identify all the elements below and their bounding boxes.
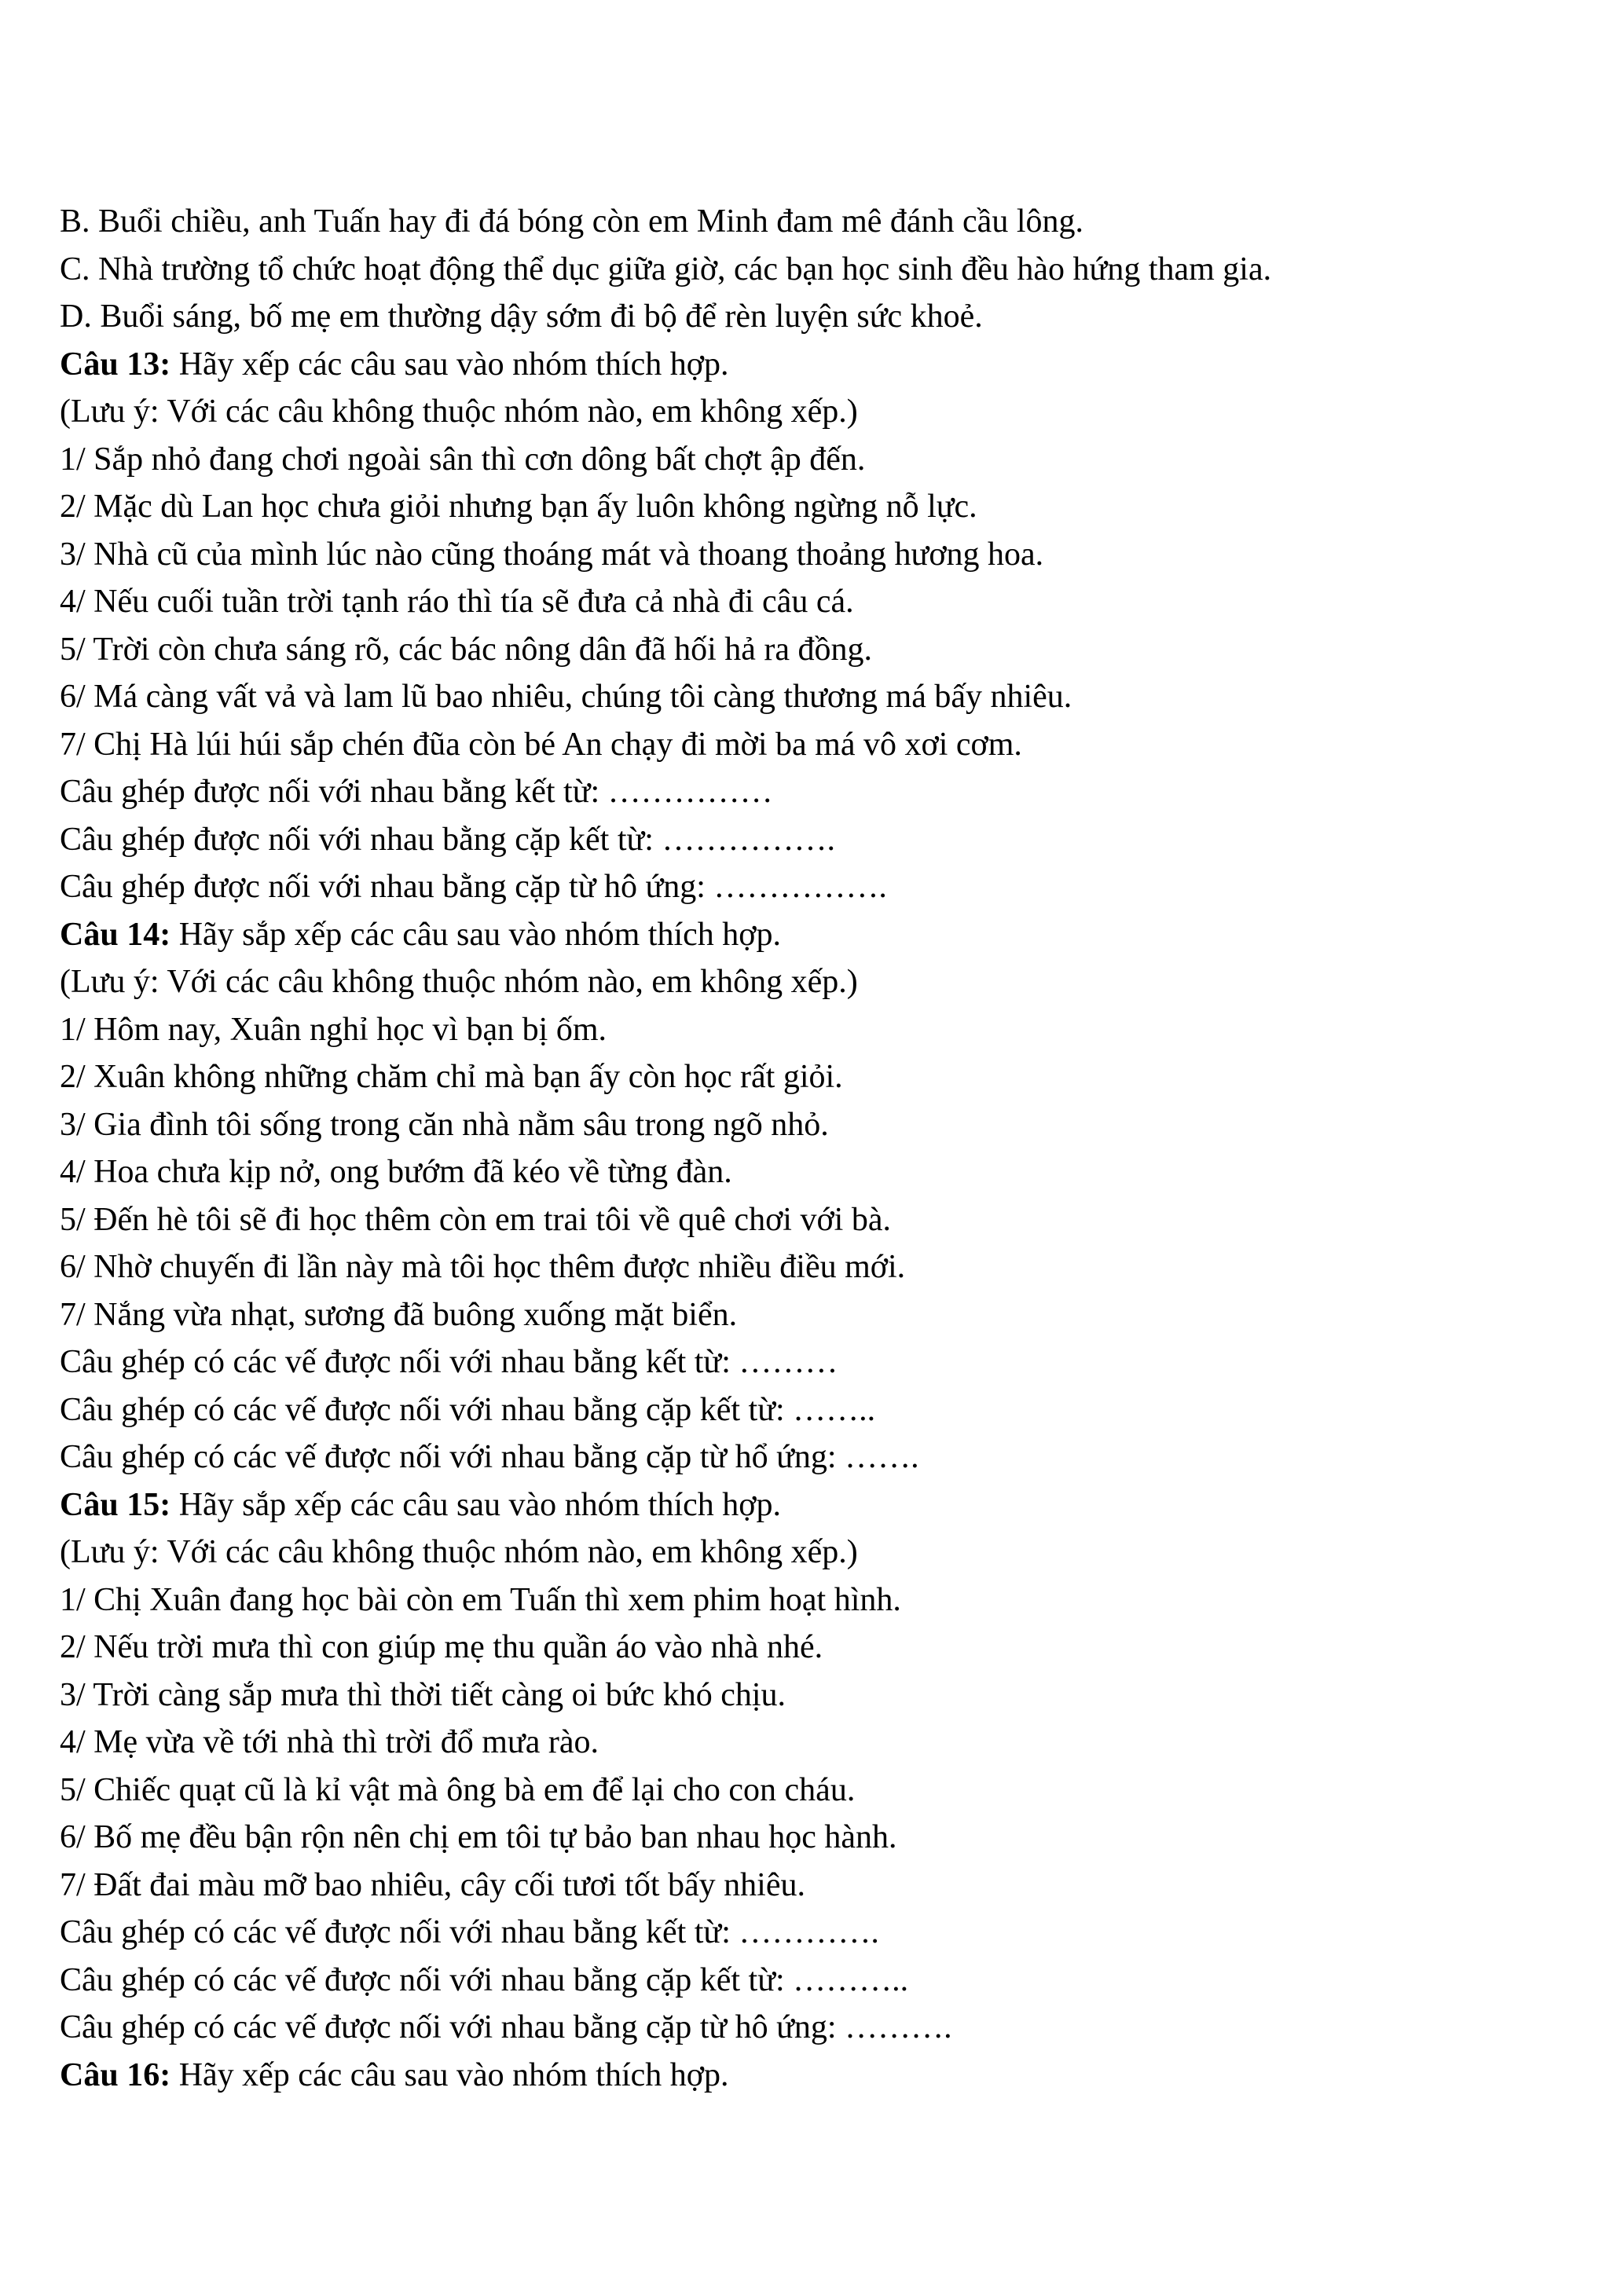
question-13-answer-1: Câu ghép được nối với nhau bằng kết từ: …………… xyxy=(60,774,773,810)
question-14-item-7: 7/ Nắng vừa nhạt, sương đã buông xuống mặt biển. xyxy=(60,1296,738,1333)
question-14-item-2: 2/ Xuân không những chăm chỉ mà bạn ấy còn học rất giỏi. xyxy=(60,1059,843,1095)
question-13-note: (Lưu ý: Với các câu không thuộc nhóm nào, em không xếp.) xyxy=(60,394,858,430)
option-c: C. Nhà trường tổ chức hoạt động thể dục giữa giờ, các bạn học sinh đều hào hứng tham gia. xyxy=(60,251,1272,287)
question-13-item-1: 1/ Sắp nhỏ đang chơi ngoài sân thì cơn dông bất chợt ập đến. xyxy=(60,441,866,478)
question-13-item-7: 7/ Chị Hà lúi húi sắp chén đũa còn bé An chạy đi mời ba má vô xơi cơm. xyxy=(60,726,1022,763)
question-15-heading xyxy=(60,1481,1568,1529)
question-14-prompt: Hãy sắp xếp các câu sau vào nhóm thích hợp. xyxy=(170,916,781,953)
question-13-item-2: 2/ Mặc dù Lan học chưa giỏi nhưng bạn ấy luôn không ngừng nỗ lực. xyxy=(60,489,977,525)
question-14-item-4: 4/ Hoa chưa kịp nở, ong bướm đã kéo về từng đàn. xyxy=(60,1154,732,1190)
question-13-item-4: 4/ Nếu cuối tuần trời tạnh ráo thì tía sẽ đưa cả nhà đi câu cá. xyxy=(60,584,854,620)
question-14-item-6: 6/ Nhờ chuyến đi lần này mà tôi học thêm được nhiều điều mới. xyxy=(60,1249,906,1285)
option-d: D. Buổi sáng, bố mẹ em thường dậy sớm đi bộ để rèn luyện sức khoẻ. xyxy=(60,298,983,335)
question-14-heading xyxy=(60,911,1568,959)
question-13-answer-3: Câu ghép được nối với nhau bằng cặp từ hô ứng: ……………. xyxy=(60,869,887,905)
question-14-answer-3: Câu ghép có các vế được nối với nhau bằng cặp từ hổ ứng: ……. xyxy=(60,1439,919,1475)
question-15-label: Câu 15: xyxy=(60,1486,171,1523)
question-14-label: Câu 14: xyxy=(60,916,171,953)
question-15-answer-1: Câu ghép có các vế được nối với nhau bằng kết từ: …………. xyxy=(60,1914,879,1950)
question-13-item-5: 5/ Trời còn chưa sáng rõ, các bác nông dân đã hối hả ra đồng. xyxy=(60,631,873,668)
question-13-answer-2: Câu ghép được nối với nhau bằng cặp kết từ: ……………. xyxy=(60,821,835,858)
question-14-answer-2: Câu ghép có các vế được nối với nhau bằng cặp kết từ: …….. xyxy=(60,1391,876,1428)
question-13-prompt: Hãy xếp các câu sau vào nhóm thích hợp. xyxy=(170,346,729,383)
question-16-label: Câu 16: xyxy=(60,2056,171,2093)
option-b: B. Buổi chiều, anh Tuấn hay đi đá bóng còn em Minh đam mê đánh cầu lông. xyxy=(60,203,1083,240)
question-13-heading xyxy=(60,341,1568,389)
question-15-item-2: 2/ Nếu trời mưa thì con giúp mẹ thu quần áo vào nhà nhé. xyxy=(60,1629,823,1665)
question-16-prompt: Hãy xếp các câu sau vào nhóm thích hợp. xyxy=(170,2056,729,2093)
question-13-item-3: 3/ Nhà cũ của mình lúc nào cũng thoáng mát và thoang thoảng hương hoa. xyxy=(60,536,1044,573)
question-14-item-1: 1/ Hôm nay, Xuân nghỉ học vì bạn bị ốm. xyxy=(60,1011,607,1048)
question-15-prompt: Hãy sắp xếp các câu sau vào nhóm thích hợp. xyxy=(170,1486,781,1523)
document-page xyxy=(60,198,1568,2099)
question-15-note: (Lưu ý: Với các câu không thuộc nhóm nào, em không xếp.) xyxy=(60,1534,858,1570)
question-16-heading xyxy=(60,2052,1568,2100)
question-15-answer-2: Câu ghép có các vế được nối với nhau bằng cặp kết từ: ……….. xyxy=(60,1961,909,1998)
question-15-item-1: 1/ Chị Xuân đang học bài còn em Tuấn thì xem phim hoạt hình. xyxy=(60,1581,901,1618)
question-15-item-4: 4/ Mẹ vừa về tới nhà thì trời đổ mưa rào. xyxy=(60,1724,599,1760)
question-15-item-3: 3/ Trời càng sắp mưa thì thời tiết càng oi bức khó chịu. xyxy=(60,1676,786,1713)
question-14-item-5: 5/ Đến hè tôi sẽ đi học thêm còn em trai tôi về quê chơi với bà. xyxy=(60,1201,891,1238)
question-15-item-6: 6/ Bố mẹ đều bận rộn nên chị em tôi tự bảo ban nhau học hành. xyxy=(60,1819,897,1855)
question-14-item-3: 3/ Gia đình tôi sống trong căn nhà nằm sâu trong ngõ nhỏ. xyxy=(60,1106,829,1143)
question-15-item-5: 5/ Chiếc quạt cũ là kỉ vật mà ông bà em để lại cho con cháu. xyxy=(60,1771,856,1808)
question-14-answer-1: Câu ghép có các vế được nối với nhau bằng kết từ: ……… xyxy=(60,1344,838,1380)
question-15-answer-3: Câu ghép có các vế được nối với nhau bằng cặp từ hô ứng: ………. xyxy=(60,2009,952,2045)
question-14-note: (Lưu ý: Với các câu không thuộc nhóm nào, em không xếp.) xyxy=(60,964,858,1000)
question-13-label: Câu 13: xyxy=(60,346,171,383)
question-13-item-6: 6/ Má càng vất vả và lam lũ bao nhiêu, chúng tôi càng thương má bấy nhiêu. xyxy=(60,679,1072,715)
question-15-item-7: 7/ Đất đai màu mỡ bao nhiêu, cây cối tươi tốt bấy nhiêu. xyxy=(60,1866,805,1903)
